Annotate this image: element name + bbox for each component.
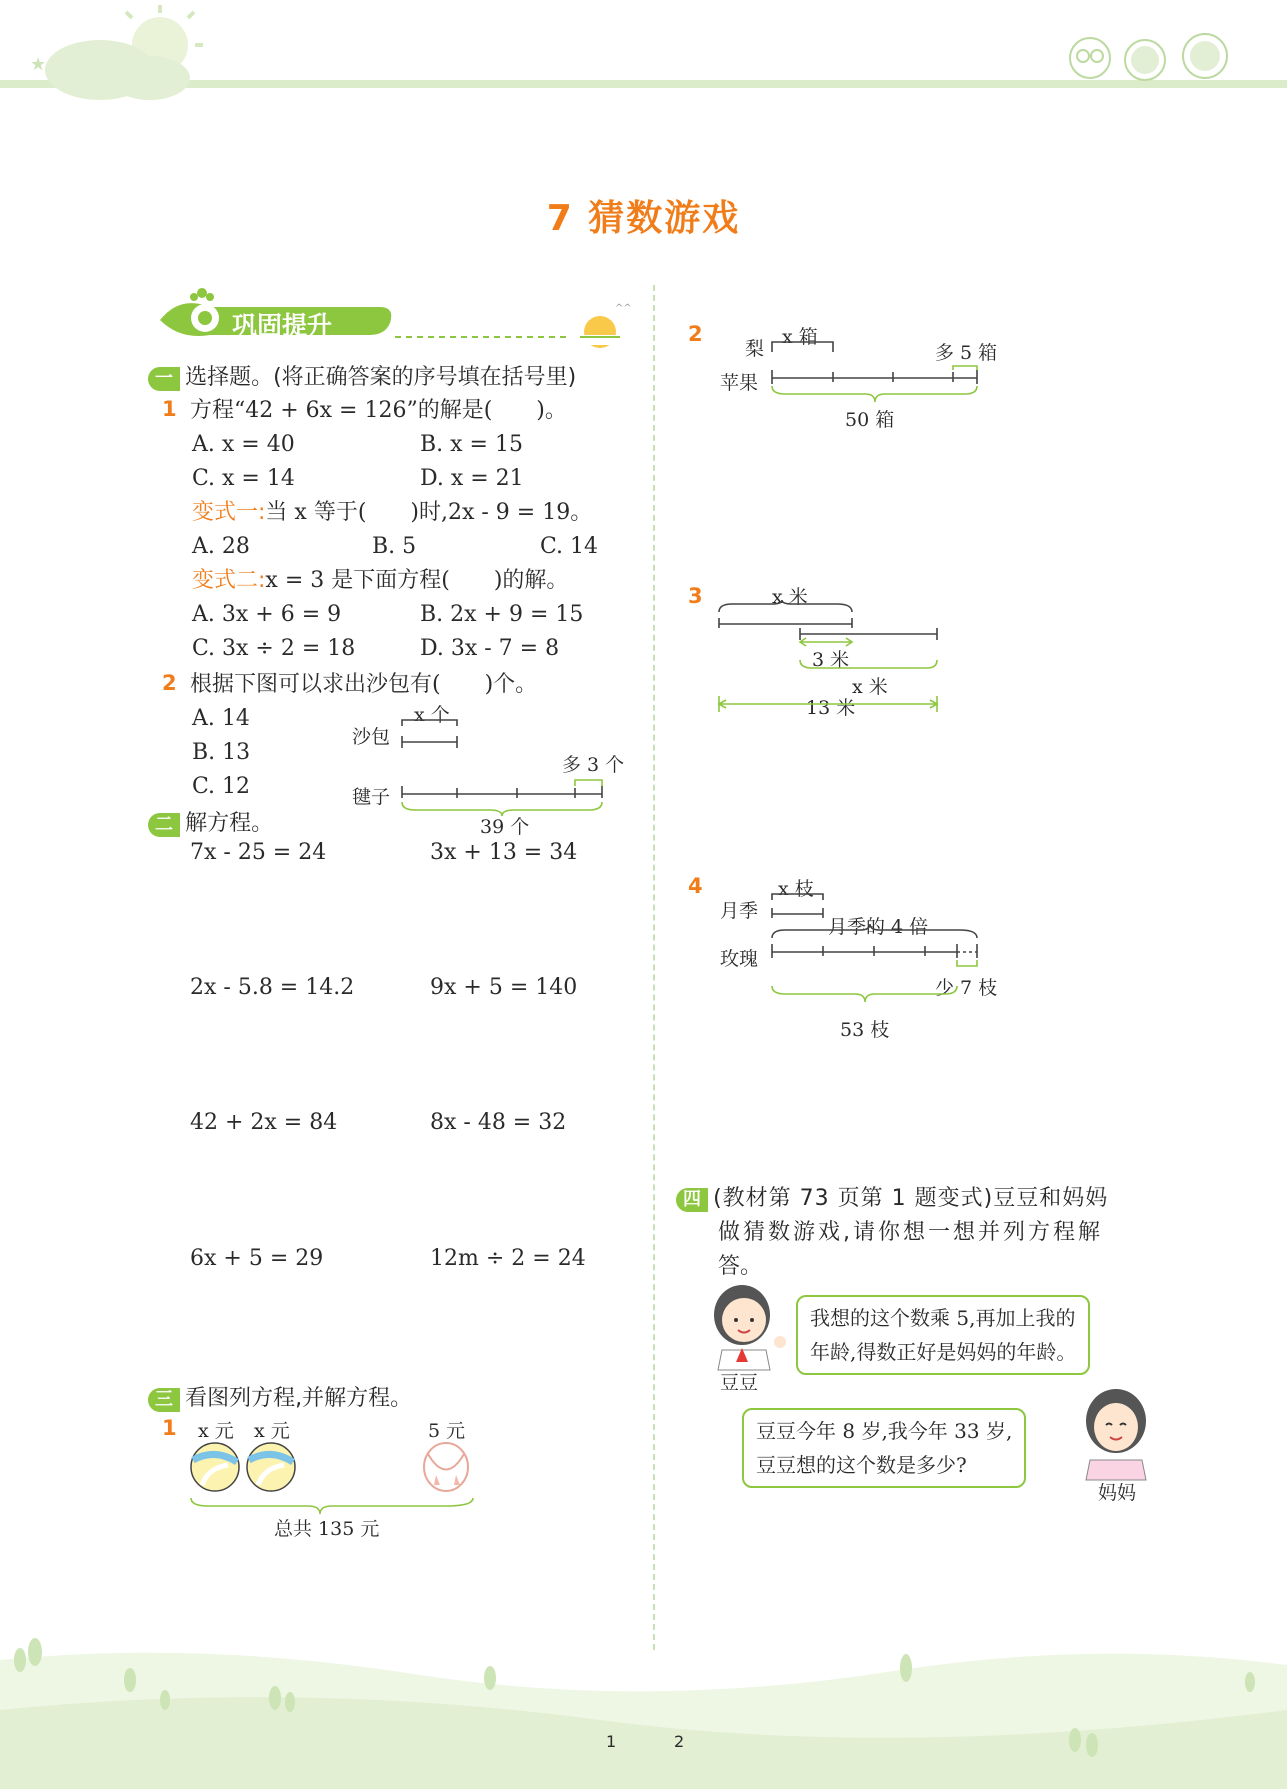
- svg-text:★: ★: [30, 54, 47, 75]
- label-more: 多 3 个: [562, 754, 625, 776]
- label-total: 50 箱: [845, 409, 895, 431]
- section-badge: 四: [676, 1188, 708, 1212]
- section-three-header: [148, 1381, 412, 1412]
- option-c: C. x = 14: [192, 466, 295, 491]
- option-a: A. x = 40: [192, 432, 295, 457]
- section-title: 选择题。(将正确答案的序号填在括号里): [185, 365, 577, 390]
- speech-line: 豆豆想的这个数是多少?: [756, 1453, 967, 1477]
- option-a: A. 14: [192, 706, 250, 731]
- page-number-right: 2: [674, 1732, 685, 1751]
- speech-line: 豆豆今年 8 岁,我今年 33 岁,: [756, 1419, 1013, 1443]
- variant-text: x = 3 是下面方程( )的解。: [265, 568, 569, 593]
- equation: 9x + 5 = 140: [430, 975, 578, 1000]
- question-stem: 根据下图可以求出沙包有( )个。: [190, 672, 538, 697]
- option-c: C. 3x ÷ 2 = 18: [192, 636, 356, 661]
- banner-label: 巩固提升: [232, 311, 333, 340]
- doudou-speech-bubble: [796, 1295, 1090, 1375]
- volleyball-icon: [247, 1443, 295, 1491]
- section-one-header: [148, 360, 576, 391]
- label-x-meter: x 米: [852, 676, 888, 698]
- column-divider: [653, 285, 655, 1650]
- section-title: (教材第 73 页第 1 题变式)豆豆和妈妈: [713, 1186, 1109, 1211]
- option-b: B. 13: [192, 740, 251, 765]
- doudou-name: 豆豆: [720, 1372, 759, 1394]
- section-four-header: [676, 1181, 1108, 1212]
- section-title: 看图列方程,并解方程。: [185, 1386, 413, 1411]
- label-times: 月季的 4 倍: [828, 916, 929, 938]
- animal-friends-icon: [1055, 20, 1255, 85]
- option-b: B. x = 15: [420, 432, 523, 457]
- label-less: 少 7 枝: [935, 977, 998, 999]
- label-x-yuan: x 元: [198, 1420, 234, 1442]
- option-a: A. 3x + 6 = 9: [192, 602, 342, 627]
- equation: 7x - 25 = 24: [190, 840, 327, 865]
- speech-line: 我想的这个数乘 5,再加上我的: [810, 1306, 1076, 1330]
- volleyball-icon: [191, 1443, 239, 1491]
- mom-avatar: [1078, 1385, 1158, 1480]
- label-shuttle: 毽子: [352, 786, 391, 808]
- label-total: 13 米: [806, 697, 856, 719]
- speech-line: 年龄,得数正好是妈妈的年龄。: [810, 1340, 1077, 1364]
- section-text: 答。: [718, 1254, 763, 1279]
- label-x-box: x 箱: [782, 326, 818, 348]
- equation: 12m ÷ 2 = 24: [430, 1246, 586, 1271]
- section-two-header: [148, 806, 273, 837]
- label-x-yuan: x 元: [254, 1420, 290, 1442]
- cloud-sun-icon: [10, 0, 210, 110]
- page-title: 7 猜数游戏: [546, 198, 741, 239]
- label-x-meter: x 米: [772, 586, 808, 608]
- mom-name: 妈妈: [1098, 1482, 1137, 1504]
- equation: 6x + 5 = 29: [190, 1246, 324, 1271]
- variant-text: 当 x 等于( )时,2x - 9 = 19。: [265, 500, 593, 525]
- option-b: B. 2x + 9 = 15: [420, 602, 584, 627]
- variant-one: [192, 500, 592, 526]
- mom-speech-bubble: [742, 1408, 1026, 1488]
- section-text: 做猜数游戏,请你想一想并列方程解: [718, 1220, 1103, 1245]
- section-badge: 二: [148, 813, 180, 837]
- line-segment-diagram: [712, 600, 944, 720]
- hills-background: [0, 1620, 1287, 1789]
- option-a: A. 28: [192, 534, 250, 559]
- variant-label: 变式一:: [192, 500, 266, 525]
- question-number: 4: [688, 874, 703, 898]
- label-rose: 玫瑰: [720, 948, 759, 970]
- option-c: C. 12: [192, 774, 251, 799]
- equation: 42 + 2x = 84: [190, 1110, 338, 1135]
- svg-text:^^: ^^: [615, 303, 632, 314]
- question-number: 2: [162, 671, 177, 695]
- label-total: 39 个: [480, 816, 530, 838]
- label-yueji: 月季: [720, 900, 759, 922]
- label-pear: 梨: [745, 338, 765, 360]
- page-number-left: 1: [606, 1732, 617, 1751]
- equation: 3x + 13 = 34: [430, 840, 578, 865]
- option-d: D. 3x - 7 = 8: [420, 636, 560, 661]
- question-number: 1: [162, 1416, 177, 1440]
- option-b: B. 5: [372, 534, 417, 559]
- section-badge: 一: [148, 367, 180, 391]
- line-segment-diagram: [765, 340, 985, 405]
- section-badge: 三: [148, 1388, 180, 1412]
- label-more: 多 5 箱: [935, 342, 998, 364]
- option-d: D. x = 21: [420, 466, 524, 491]
- label-five-yuan: 5 元: [428, 1420, 466, 1442]
- label-total: 总共 135 元: [274, 1518, 380, 1540]
- label-three-meter: 3 米: [812, 649, 850, 671]
- line-segment-diagram: [765, 890, 985, 1010]
- line-segment-diagram: [395, 718, 610, 818]
- question-stem: 方程“42 + 6x = 126”的解是( )。: [190, 398, 567, 423]
- doudou-avatar: [706, 1280, 792, 1370]
- question-number: 3: [688, 584, 703, 608]
- equation: 8x - 48 = 32: [430, 1110, 567, 1135]
- question-number: 1: [162, 397, 177, 421]
- ball-net-icon: [424, 1443, 468, 1491]
- label-total: 53 枝: [840, 1019, 890, 1041]
- label-x-stem: x 枝: [778, 878, 814, 900]
- option-c: C. 14: [540, 534, 599, 559]
- variant-two: [192, 568, 568, 594]
- variant-label: 变式二:: [192, 568, 266, 593]
- section-banner: [150, 285, 630, 345]
- label-bag-x: x 个: [414, 704, 450, 726]
- equation: 2x - 5.8 = 14.2: [190, 975, 355, 1000]
- section-title: 解方程。: [185, 811, 274, 836]
- question-number: 2: [688, 322, 703, 346]
- label-apple: 苹果: [720, 372, 759, 394]
- label-bag: 沙包: [352, 726, 391, 748]
